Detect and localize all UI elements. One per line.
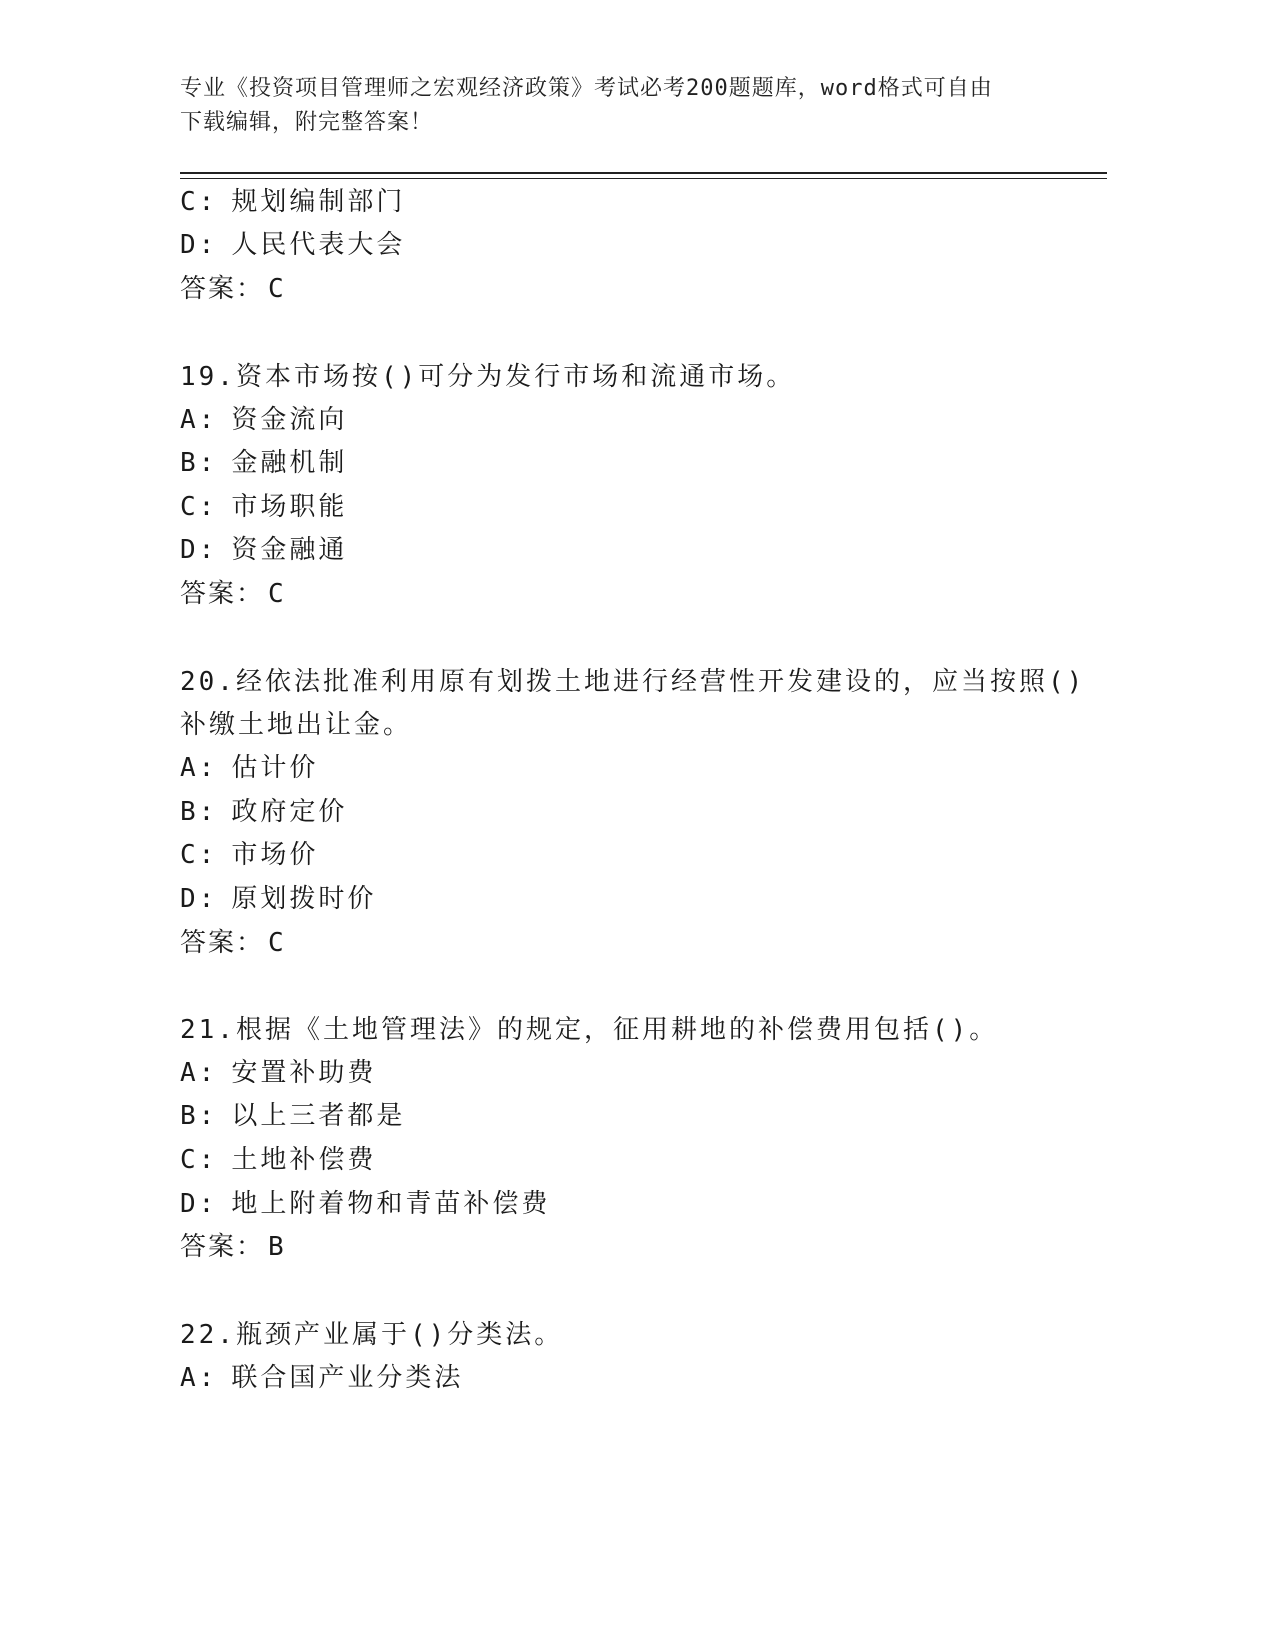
- option-letter: B:: [180, 797, 218, 827]
- question-20-stem-cont: 补缴土地出让金。: [180, 710, 413, 740]
- option-letter: D:: [180, 230, 218, 260]
- option-letter: A:: [180, 1058, 218, 1088]
- answer-value: B: [268, 1232, 286, 1262]
- option-a: [180, 1057, 376, 1089]
- answer-label: 答案：: [180, 579, 265, 609]
- question-22-stem: 22.瓶颈产业属于()分类法。: [180, 1320, 564, 1350]
- option-letter: C:: [180, 1145, 218, 1175]
- option-text: 资金流向: [231, 405, 348, 435]
- option-a: [180, 404, 347, 436]
- option-text: 政府定价: [231, 797, 348, 827]
- option-letter: D:: [180, 535, 218, 565]
- option-text: 安置补助费: [231, 1058, 377, 1088]
- option-letter: D:: [180, 884, 218, 914]
- option-c: [180, 839, 318, 871]
- option-letter: B:: [180, 448, 218, 478]
- option-c: [180, 491, 347, 523]
- option-text: 联合国产业分类法: [231, 1363, 464, 1393]
- answer-label: 答案：: [180, 1232, 265, 1262]
- option-b: [180, 1100, 405, 1132]
- option-letter: A:: [180, 1363, 218, 1393]
- option-letter: A:: [180, 753, 218, 783]
- answer-label: 答案：: [180, 928, 265, 958]
- question-20-stem: 20.经依法批准利用原有划拨土地进行经营性开发建设的，应当按照(): [180, 667, 1086, 697]
- option-d: [180, 1188, 550, 1220]
- answer-value: C: [268, 579, 286, 609]
- option-a: [180, 1362, 463, 1394]
- question-21-stem: 21.根据《土地管理法》的规定，征用耕地的补偿费用包括()。: [180, 1015, 999, 1045]
- question-19-stem: 19.资本市场按()可分为发行市场和流通市场。: [180, 362, 796, 392]
- answer-value: C: [268, 274, 286, 304]
- option-b: [180, 796, 347, 828]
- header-rule-thin: [180, 178, 1107, 179]
- option-text: 市场职能: [231, 492, 348, 522]
- option-c: [180, 186, 405, 218]
- option-letter: C:: [180, 840, 218, 870]
- option-d: [180, 534, 347, 566]
- option-text: 市场价: [231, 840, 319, 870]
- option-a: [180, 752, 318, 784]
- answer-value: C: [268, 928, 286, 958]
- option-text: 以上三者都是: [231, 1101, 406, 1131]
- header-rule-thick: [180, 172, 1107, 174]
- option-text: 估计价: [231, 753, 319, 783]
- option-d: [180, 883, 376, 915]
- option-letter: D:: [180, 1189, 218, 1219]
- option-text: 金融机制: [231, 448, 348, 478]
- answer-line: [180, 927, 286, 959]
- option-text: 地上附着物和青苗补偿费: [231, 1189, 551, 1219]
- option-letter: C:: [180, 187, 218, 217]
- option-text: 原划拨时价: [231, 884, 377, 914]
- option-b: [180, 447, 347, 479]
- option-d: [180, 229, 405, 261]
- option-text: 资金融通: [231, 535, 348, 565]
- option-c: [180, 1144, 376, 1176]
- option-letter: C:: [180, 492, 218, 522]
- header-line-2: 下载编辑，附完整答案！: [180, 110, 434, 135]
- option-text: 土地补偿费: [231, 1145, 377, 1175]
- answer-line: [180, 273, 286, 305]
- option-text: 规划编制部门: [231, 187, 406, 217]
- answer-label: 答案：: [180, 274, 265, 304]
- option-letter: A:: [180, 405, 218, 435]
- option-letter: B:: [180, 1101, 218, 1131]
- option-text: 人民代表大会: [231, 230, 406, 260]
- header-line-1: 专业《投资项目管理师之宏观经济政策》考试必考200题题库，word格式可自由: [180, 76, 993, 101]
- document-header: [180, 72, 1060, 140]
- answer-line: [180, 578, 286, 610]
- answer-line: [180, 1231, 286, 1263]
